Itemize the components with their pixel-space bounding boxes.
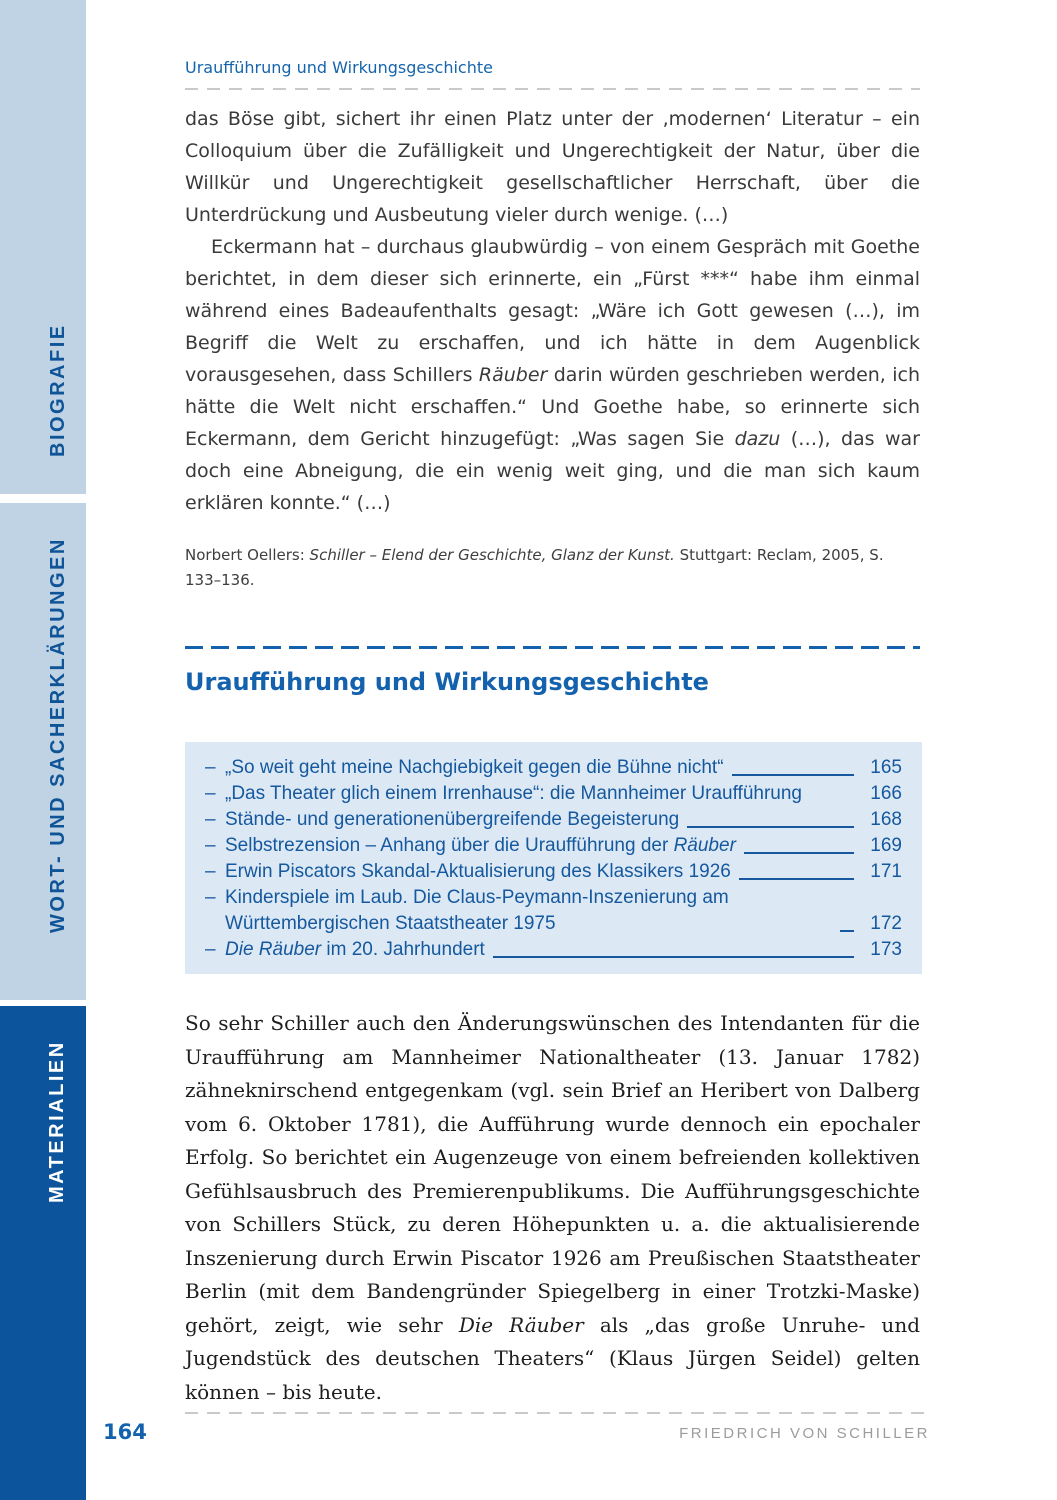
sidebar-tab-label: BIOGRAFIE	[47, 323, 69, 457]
toc-page-number: 168	[870, 809, 902, 830]
toc-label: Die Räuber im 20. Jahrhundert	[225, 939, 485, 960]
excerpt-block	[185, 103, 920, 519]
toc-item[interactable]	[205, 781, 902, 807]
toc-leader-line	[493, 956, 854, 958]
toc-bullet: –	[205, 887, 216, 908]
sidebar-tab-materialien[interactable]	[0, 1006, 86, 1500]
toc-leader-line	[840, 930, 854, 932]
toc-bullet: –	[205, 783, 216, 804]
toc-item[interactable]	[205, 755, 902, 781]
toc-item[interactable]	[205, 833, 902, 859]
toc-box	[185, 742, 922, 974]
toc-bullet: –	[205, 939, 216, 960]
toc-leader-line	[732, 774, 854, 776]
footer-author: FRIEDRICH VON SCHILLER	[679, 1425, 930, 1442]
article-block	[185, 1007, 920, 1409]
section-divider	[185, 646, 920, 649]
sidebar-tab-label: MATERIALIEN	[46, 1040, 68, 1203]
section-title: Uraufführung und Wirkungsgeschichte	[185, 668, 709, 696]
toc-label: Selbstrezension – Anhang über die Uraufführung der Räuber	[225, 835, 736, 856]
page-number: 164	[103, 1420, 147, 1444]
toc-label: „So weit geht meine Nachgiebigkeit gegen die Bühne nicht“	[225, 757, 724, 778]
toc-page-number: 173	[870, 939, 902, 960]
sidebar-tab-wort-und-sacherklaerungen[interactable]	[0, 503, 86, 1000]
footer-divider	[185, 1412, 930, 1414]
toc-leader-line	[687, 826, 854, 828]
article-paragraph: So sehr Schiller auch den Änderungswünschen des Intendanten für die Uraufführung am Mannheimer Nationaltheater (13. Januar 1782) zähneknirschend entgegenkam (vgl. sein Brief an Heribert von Dalberg vom 6. Oktober 1781), die Aufführung wurde dennoch ein epochaler Erfolg. So berichtet ein Augenzeuge von einem befreienden kollektiven Gefühlsausbruch des Premierenpublikums. Die Aufführungsgeschichte von Schillers Stück, zu deren Höhepunkten u. a. die aktualisierende Inszenierung durch Erwin Piscator 1926 am Preußischen Staatstheater Berlin (mit dem Bandengründer Spiegelberg in einer Trotzki-Maske) gehört, zeigt, wie sehr Die Räuber als „das große Unruhe- und Jugendstück des deutschen Theaters“ (Klaus Jürgen Seidel) gelten können – bis heute.	[185, 1011, 921, 1404]
toc-page-number: 172	[870, 913, 902, 934]
toc-label: Stände- und generationenübergreifende Begeisterung	[225, 809, 680, 830]
toc-page-number: 171	[870, 861, 902, 882]
toc-item[interactable]	[205, 937, 902, 963]
toc-bullet: –	[205, 835, 216, 856]
toc-bullet: –	[205, 757, 216, 778]
toc-label: Kinderspiele im Laub. Die Claus-Peymann-Inszenierung am Württembergischen Staatstheater 1975	[225, 887, 729, 934]
sidebar-tab-biografie[interactable]	[0, 0, 86, 494]
running-head-title: Uraufführung und Wirkungsgeschichte	[185, 58, 493, 77]
toc-leader-line	[739, 878, 854, 880]
sidebar-tab-label: WORT- UND SACHERKLÄRUNGEN	[47, 537, 69, 933]
excerpt-paragraph: Eckermann hat – durchaus glaubwürdig – von einem Gespräch mit Goethe berichtet, in dem dieser sich erinnerte, ein „Fürst ***“ habe ihm einmal während eines Badeaufenthalts gesagt: „Wäre ich Gott gewesen (…), im Begriff die Welt zu erschaffen, und ich hätte in dem Augenblick vorausgesehen, dass Schillers Räuber darin würden geschrieben werden, ich hätte die Welt nicht erschaffen.“ Und Goethe habe, so erinnerte sich Eckermann, dem Gericht hinzugefügt: „Was sagen Sie dazu (…), das war doch eine Abneigung, die ein wenig weit ging, und die man sich kaum erklären konnte.“ (…)	[185, 236, 921, 514]
toc-page-number: 165	[870, 757, 902, 778]
toc-item[interactable]	[205, 807, 902, 833]
toc-page-number: 169	[870, 835, 902, 856]
toc-item[interactable]	[205, 885, 902, 937]
toc-page-number: 166	[870, 783, 902, 804]
source-citation: Norbert Oellers: Schiller – Elend der Geschichte, Glanz der Kunst. Stuttgart: Reclam, 2005, S. 133–136.	[185, 546, 884, 589]
toc-label: „Das Theater glich einem Irrenhause“: die Mannheimer Uraufführung	[225, 783, 802, 804]
toc-leader-line	[744, 852, 854, 854]
excerpt-paragraph: das Böse gibt, sichert ihr einen Platz unter der ‚modernen‘ Literatur – ein Colloquium über die Zufälligkeit und Ungerechtigkeit der Natur, über die Willkür und Ungerechtigkeit gesellschaftlicher Herrschaft, über die Unterdrückung und Ausbeutung vieler durch wenige. (…)	[185, 108, 920, 226]
toc-bullet: –	[205, 861, 216, 882]
running-head-divider	[185, 88, 920, 90]
toc-bullet: –	[205, 809, 216, 830]
toc-label: Erwin Piscators Skandal-Aktualisierung des Klassikers 1926	[225, 861, 731, 882]
toc-item[interactable]	[205, 859, 902, 885]
